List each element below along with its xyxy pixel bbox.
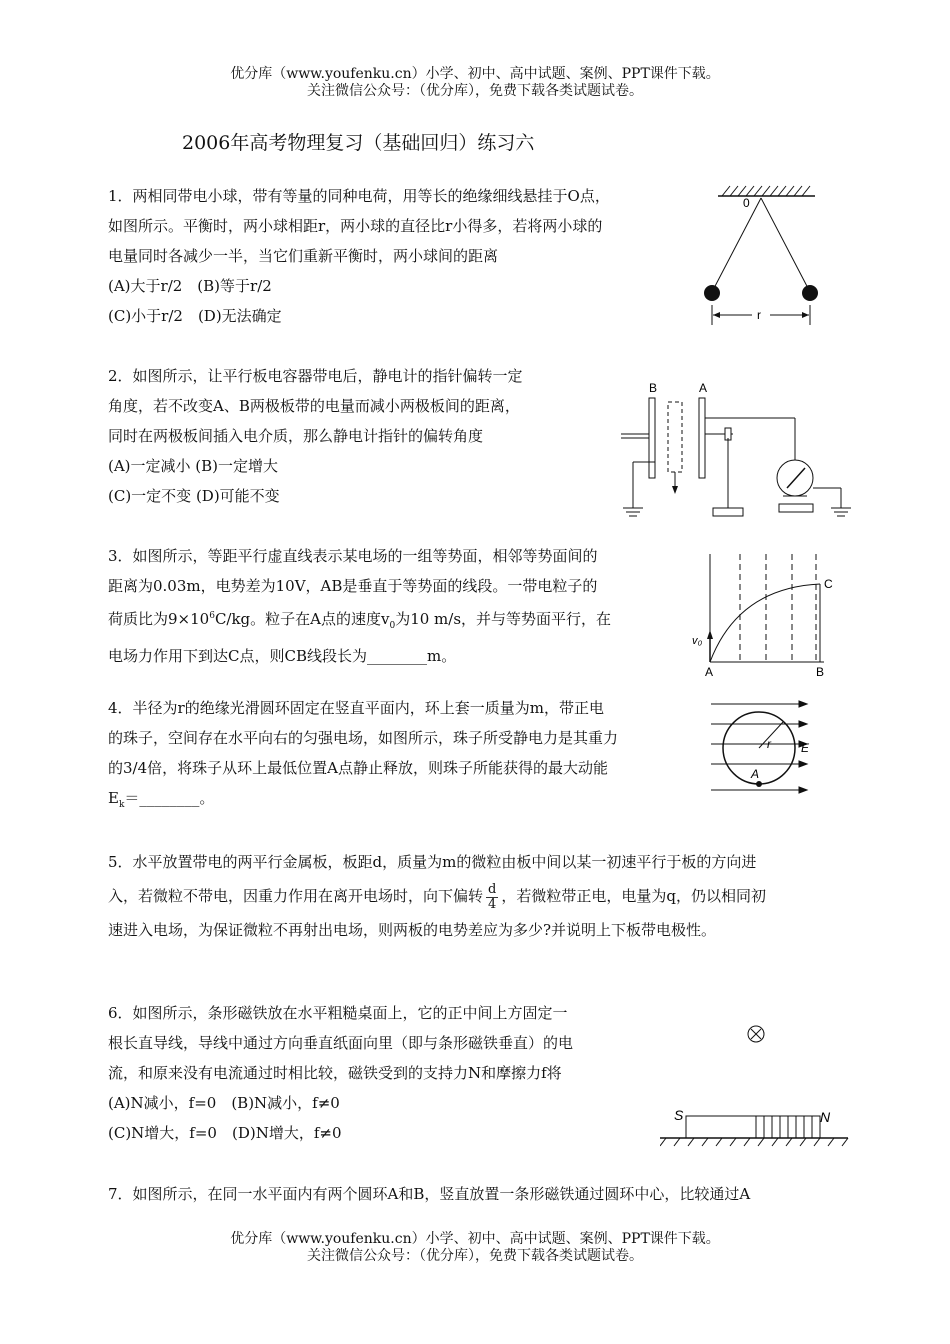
velocity-label: v₀	[692, 635, 703, 647]
right-ball	[802, 285, 818, 301]
radius-label: r	[767, 737, 771, 751]
question-7	[108, 1179, 848, 1209]
question-6	[108, 998, 648, 1148]
point-label-a: A	[751, 767, 760, 781]
field-label-e: E	[801, 741, 810, 755]
q6-line: 流，和原来没有电流通过时相比较，磁铁受到的支持力N和摩擦力f将	[108, 1064, 562, 1082]
q2-option-line: (A)一定减小 (B)一定增大	[108, 457, 279, 475]
pivot-label-o: 0	[743, 196, 750, 210]
left-ball	[704, 285, 720, 301]
question-4	[108, 693, 698, 820]
plate-label-a: A	[699, 381, 708, 395]
q6-option-line: (C)N增大，f=0 (D)N增大，f≠0	[108, 1124, 342, 1142]
q3-line: 距离为0.03m，电势差为10V，AB是垂直于等势面的线段。一带电粒子的	[108, 577, 598, 595]
q3-line: 3．如图所示，等距平行虚直线表示某电场的一组等势面，相邻等势面间的	[108, 547, 598, 565]
point-label-c: C	[824, 577, 833, 591]
footer-line-1: 优分库（www.youfenku.cn）小学、初中、高中试题、案例、PPT课件下载。	[230, 1231, 720, 1247]
plate-a	[699, 398, 705, 478]
point-label-a: A	[705, 665, 714, 679]
q4-line: 的3/4倍，将珠子从环上最低位置A点静止释放，则珠子所能获得的最大动能	[108, 759, 608, 777]
question-2	[108, 361, 608, 511]
pole-label-n: N	[820, 1109, 831, 1125]
q1-line: 电量同时各减少一半，当它们重新平衡时，两小球间的距离	[108, 247, 499, 265]
header-line-2: 关注微信公众号：（优分库），免费下载各类试题试卷。	[307, 83, 643, 99]
question-3	[108, 541, 678, 671]
q5-line: 入，若微粒不带电，因重力作用在离开电场时，向下偏转 $\frac{d}{4}$ ，若微粒带正电，电量为q，仍以相同初	[108, 881, 766, 912]
q1-option-line: (C)小于r/2 (D)无法确定	[108, 307, 282, 325]
q1-option-line: (A)大于r/2 (B)等于r/2	[108, 277, 272, 295]
equipotential-lines	[740, 554, 816, 662]
fraction-d-over-4: $\frac{d}{4}$	[488, 881, 497, 912]
q6-magnet-figure	[660, 1020, 850, 1148]
q6-line: 根长直导线，导线中通过方向垂直纸面向里（即与条形磁铁垂直）的电	[108, 1034, 574, 1052]
distance-label-r: r	[757, 308, 761, 322]
question-5	[108, 845, 848, 947]
footer-line-2: 关注微信公众号：（优分库），免费下载各类试题试卷。	[307, 1248, 643, 1264]
q1-pendulum-figure	[700, 180, 840, 330]
page-header	[0, 66, 950, 100]
q4-ring-figure	[707, 696, 825, 800]
q1-line: 1．两相同带电小球，带有等量的同种电荷，用等长的绝缘细线悬挂于O点，	[108, 187, 610, 205]
point-label-b: B	[816, 665, 825, 679]
particle-trajectory	[710, 584, 820, 662]
q4-line: 的珠子，空间存在水平向右的匀强电场，如图所示，珠子所受静电力是其重力	[108, 729, 619, 747]
q2-line: 2．如图所示，让平行板电容器带电后，静电计的指针偏转一定	[108, 367, 523, 385]
page-title: 2006年高考物理复习（基础回归）练习六	[182, 132, 535, 154]
q2-line: 同时在两极板间插入电介质，那么静电计指针的偏转角度	[108, 427, 484, 445]
left-thread	[712, 198, 761, 292]
bar-magnet	[686, 1116, 820, 1138]
q2-option-line: (C)一定不变 (D)可能不变	[108, 487, 280, 505]
bead	[756, 781, 762, 787]
plate-label-b: B	[649, 381, 658, 395]
q6-option-line: (A)N减小，f=0 (B)N减小，f≠0	[108, 1094, 340, 1112]
q2-line: 角度，若不改变A、B两极板带的电量而减小两极板间的距离，	[108, 397, 520, 415]
plate-b	[649, 398, 655, 478]
q4-line: $E_k=\_\_\_\_\_\_\_\_$。	[108, 789, 215, 810]
q1-line: 如图所示。平衡时，两小球相距r，两小球的直径比r小得多，若将两小球的	[108, 217, 603, 235]
q3-line: 荷质比为$9\times 10^6C/kg$。粒子在A点的速度$v_0$为10 m/s，并与等势面平行，在	[108, 610, 612, 631]
right-thread	[761, 198, 810, 292]
question-1	[108, 181, 698, 331]
q7-line: 7．如图所示，在同一水平面内有两个圆环A和B，竖直放置一条形磁铁通过圆环中心，比较通过A	[108, 1185, 751, 1203]
pole-label-s: S	[674, 1107, 684, 1123]
dielectric-slab	[668, 402, 682, 472]
q3-field-figure	[688, 548, 843, 683]
q3-line: 电场力作用下到达C点，则CB线段长为________m。	[108, 647, 457, 665]
q5-line: 速进入电场，为保证微粒不再射出电场，则两板的电势差应为多少?并说明上下板带电极性。	[108, 921, 717, 939]
ceiling-hatch	[722, 186, 810, 196]
q6-line: 6．如图所示，条形磁铁放在水平粗糙桌面上，它的正中间上方固定一	[108, 1004, 568, 1022]
q2-capacitor-figure	[615, 378, 855, 523]
header-line-1: 优分库（www.youfenku.cn）小学、初中、高中试题、案例、PPT课件下载。	[230, 66, 720, 82]
q4-line: 4．半径为r的绝缘光滑圆环固定在竖直平面内，环上套一质量为m，带正电	[108, 699, 604, 717]
q5-line: 5．水平放置带电的两平行金属板，板距d，质量为m的微粒由板中间以某一初速平行于板的方向进	[108, 853, 757, 871]
table-hatch	[660, 1138, 848, 1146]
page-footer	[0, 1231, 950, 1265]
